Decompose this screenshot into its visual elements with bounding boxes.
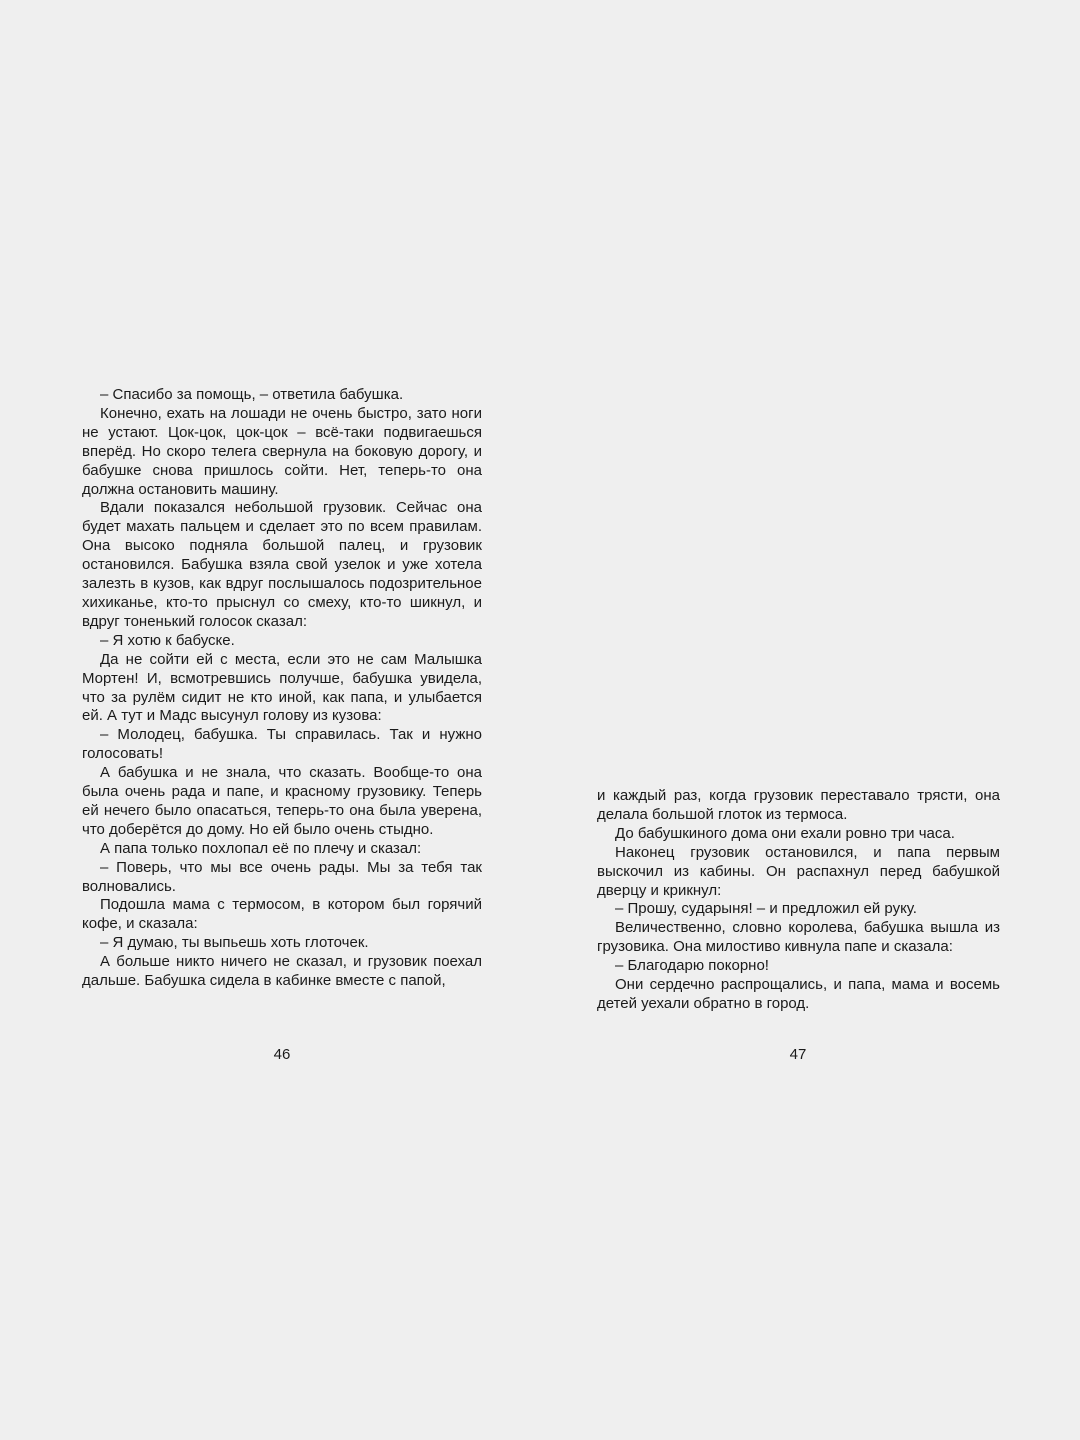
paragraph: А бабушка и не знала, что сказать. Вообще-то она была очень рада и папе, и красному грузовику. Теперь ей нечего было опасаться, теперь-то она была уверена, что доберётся до дому. Но ей было очень стыдно. xyxy=(82,764,482,838)
paragraph: До бабушкиного дома они ехали ровно три часа. xyxy=(615,824,955,842)
page-number-right: 47 xyxy=(789,1046,807,1063)
right-page xyxy=(540,0,1080,1440)
paragraph: – Спасибо за помощь, – ответила бабушка. xyxy=(100,386,404,403)
paragraph: Да не сойти ей с места, если это не сам Малышка Мортен! И, всмотревшись получше, бабушка увидела, что за рулём сидит не кто иной, как папа, и улыбается ей. А тут и Мадс высунул голову из кузова: xyxy=(82,650,482,725)
paragraph: А папа только похлопал её по плечу и сказал: xyxy=(100,839,422,857)
paragraph: – Молодец, бабушка. Ты справилась. Так и нужно голосовать! xyxy=(82,726,482,763)
paragraph: Конечно, ехать на лошади не очень быстро, зато ноги не устают. Цок-цок, цок-цок – всё-таки подвигаешься вперёд. Но скоро телега свернула на боковую дорогу, и бабушке снова пришлось сойти. Нет, теперь-то она должна остановить машину. xyxy=(82,404,482,498)
paragraph: Подошла мама с термосом, в котором был горячий кофе, и сказала: xyxy=(82,896,482,933)
paragraph: Они сердечно распрощались, и папа, мама и восемь детей уехали обратно в город. xyxy=(597,976,1000,1012)
left-page-text xyxy=(82,386,482,991)
paragraph: А больше никто ничего не сказал, и грузовик поехал дальше. Бабушка сидела в кабинке вместе с папой, xyxy=(82,953,482,990)
paragraph: Наконец грузовик остановился, и папа первым выскочил из кабины. Он распахнул перед бабушкой дверцу и крикнул: xyxy=(597,843,1000,899)
paragraph: – Поверь, что мы все очень рады. Мы за тебя так волновались. xyxy=(82,858,482,895)
page-number-left: 46 xyxy=(273,1046,291,1063)
paragraph: Вдали показался небольшой грузовик. Сейчас она будет махать пальцем и сделает это по всем правилам. Она высоко подняла большой палец, и грузовик остановился. Бабушка взяла свой узелок и уже хотела залезть в кузов, как вдруг послышалось подозрительное хихиканье, кто-то прыснул со смеху, кто-то шикнул, и вдруг тоненький голосок сказал: xyxy=(82,499,482,630)
paragraph: – Благодарю покорно! xyxy=(615,957,769,975)
paragraph: – Прошу, сударыня! – и предложил ей руку. xyxy=(615,900,917,918)
right-page-text xyxy=(597,787,1000,1014)
paragraph: Величественно, словно королева, бабушка вышла из грузовика. Она милостиво кивнула папе и сказала: xyxy=(597,919,1000,956)
paragraph: – Я думаю, ты выпьешь хоть глоточек. xyxy=(100,934,369,952)
paragraph: – Я хотю к бабуске. xyxy=(100,631,235,649)
paragraph: и каждый раз, когда грузовик переставало трясти, она делала большой глоток из термоса. xyxy=(597,787,1000,823)
